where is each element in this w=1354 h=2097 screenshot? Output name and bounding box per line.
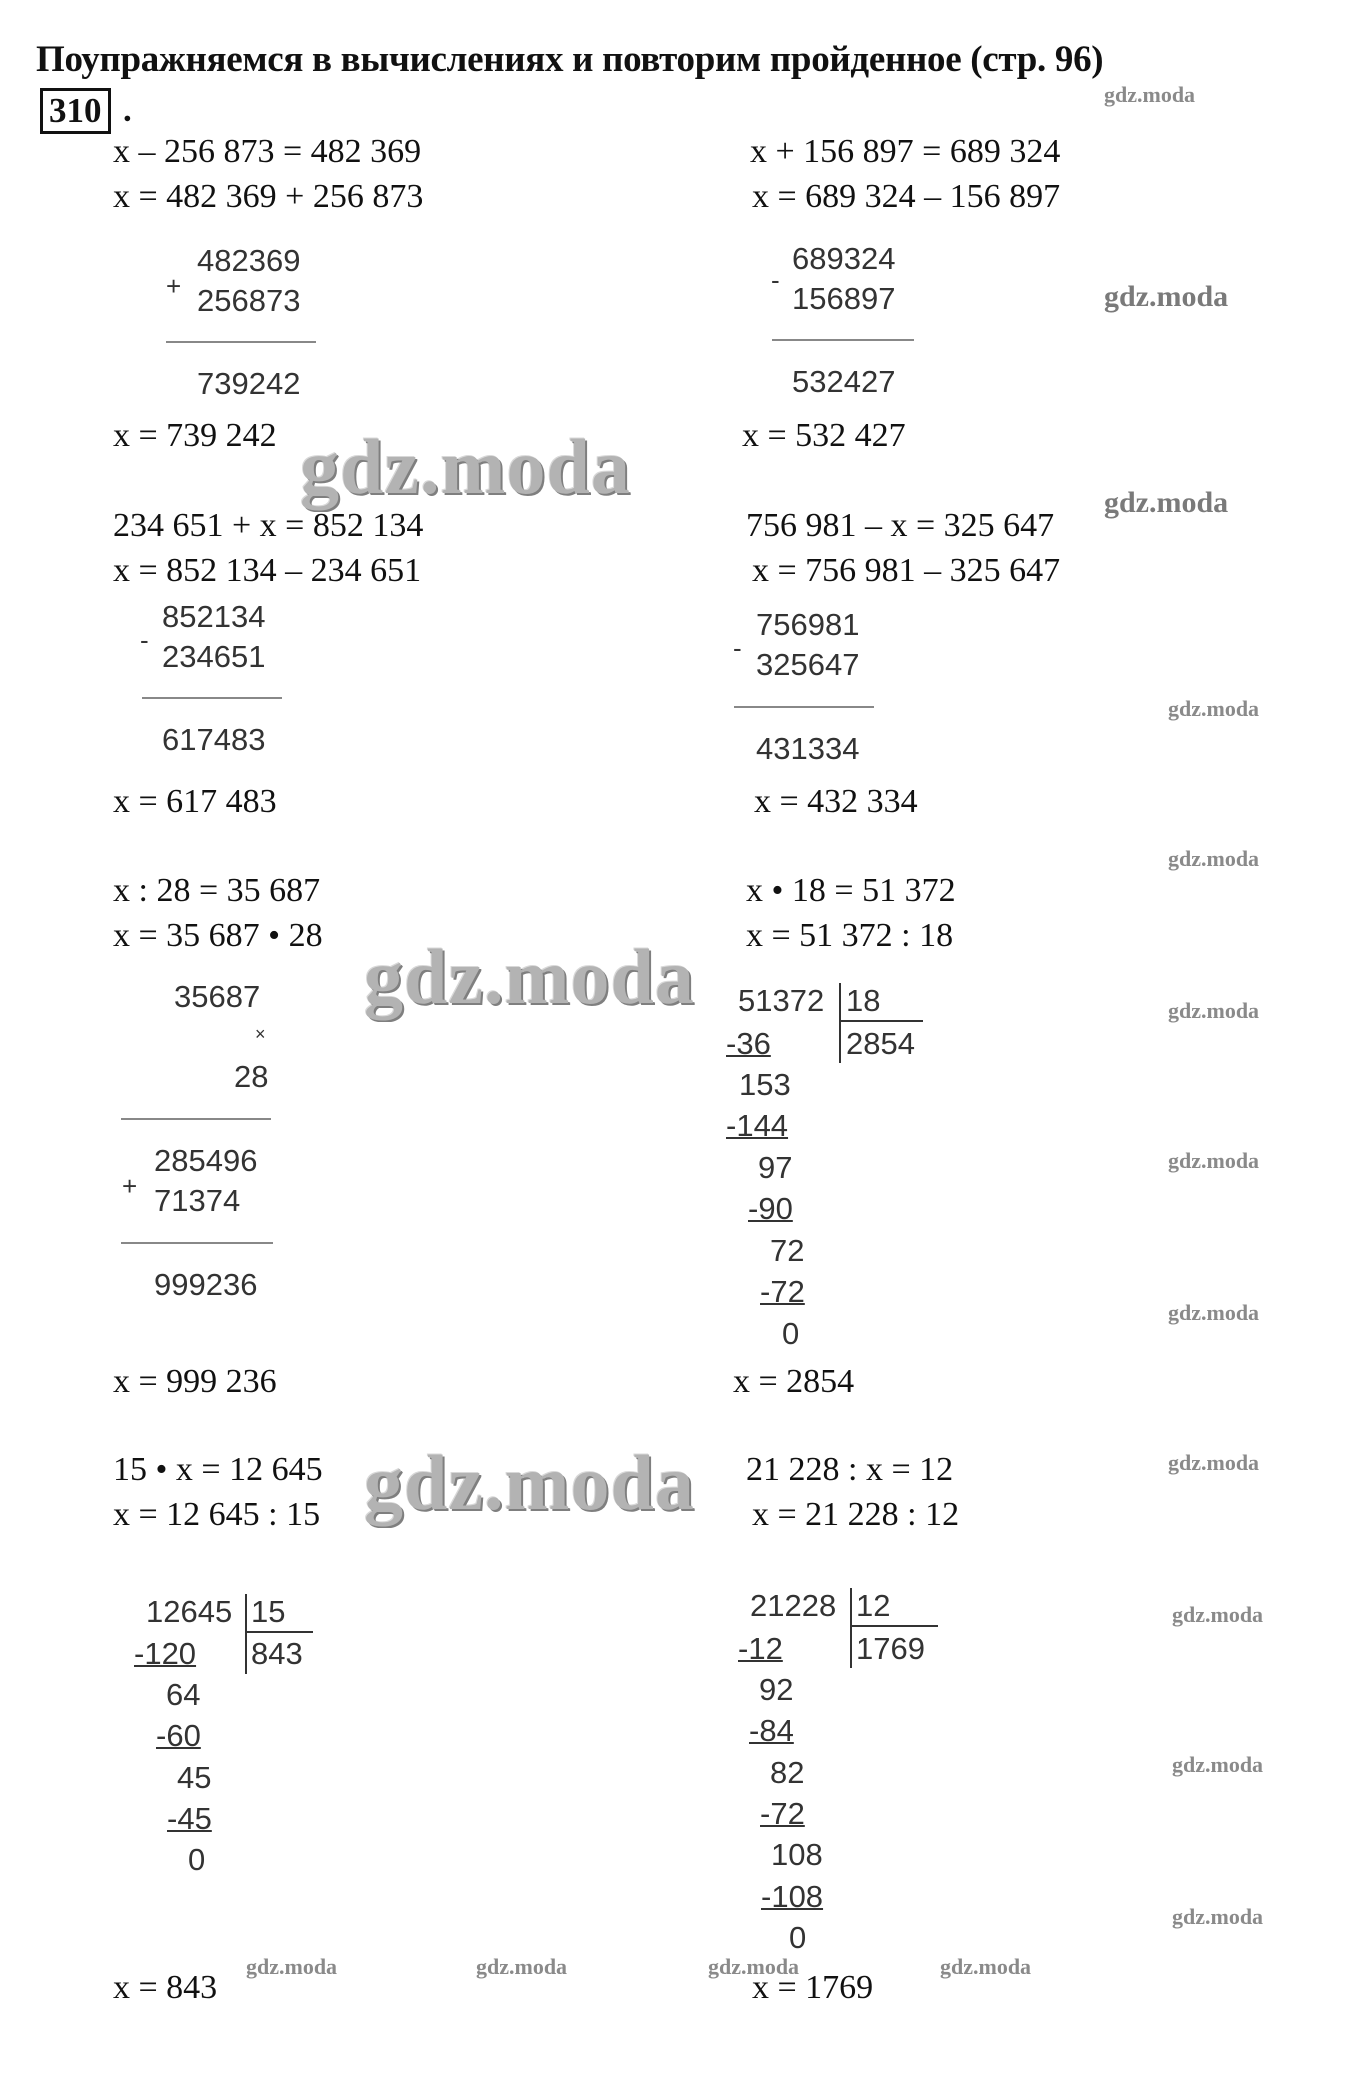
p4-result: 431334	[756, 731, 860, 766]
p8-step-1: -12	[738, 1631, 783, 1666]
exercise-number: 310	[40, 88, 111, 134]
p2-minuend: 689324	[792, 241, 896, 276]
watermark: gdz.moda	[1104, 280, 1229, 313]
p5-solution-step: x = 35 687 • 28	[113, 917, 323, 954]
p1-solution-step: x = 482 369 + 256 873	[113, 178, 424, 215]
watermark: gdz.moda	[1172, 1904, 1264, 1929]
p6-step-2: 153	[739, 1067, 791, 1102]
p5-partial-2: 71374	[154, 1183, 241, 1218]
watermark-large: gdz.moda	[300, 423, 631, 510]
p5-multiplicand: 35687	[174, 979, 261, 1014]
p6-step-7: -72	[760, 1274, 805, 1309]
p2-solution-step: x = 689 324 – 156 897	[752, 178, 1061, 215]
p8-step-3: -84	[749, 1713, 794, 1748]
p7-step-5: -45	[167, 1801, 212, 1836]
p4-sign: -	[733, 633, 742, 663]
p1-addend-a: 482369	[197, 243, 301, 278]
watermark-large: gdz.moda	[364, 1439, 695, 1526]
p8-quotient: 1769	[856, 1631, 925, 1666]
p6-solution-step: x = 51 372 : 18	[746, 917, 954, 954]
p6-divisor-line	[841, 1020, 923, 1022]
p6-divisor: 18	[846, 983, 881, 1018]
p8-step-6: 108	[771, 1837, 823, 1872]
p8-step-4: 82	[770, 1755, 805, 1790]
p8-divisor: 12	[856, 1588, 891, 1623]
p5-answer: x = 999 236	[113, 1363, 277, 1400]
p6-step-6: 72	[770, 1233, 805, 1268]
p4-minuend: 756981	[756, 607, 860, 642]
p7-divisor-line	[247, 1631, 313, 1633]
p2-equation: x + 156 897 = 689 324	[750, 133, 1061, 170]
p4-equation: 756 981 – x = 325 647	[746, 507, 1055, 544]
watermark: gdz.moda	[1168, 1300, 1260, 1325]
watermark: gdz.moda	[1168, 846, 1260, 871]
p1-answer: x = 739 242	[113, 417, 277, 454]
p3-solution-step: x = 852 134 – 234 651	[113, 552, 422, 589]
p3-minuend: 852134	[162, 599, 266, 634]
watermark: gdz.moda	[476, 1954, 568, 1979]
p7-quotient: 843	[251, 1636, 303, 1671]
p7-equation: 15 • x = 12 645	[113, 1451, 323, 1488]
p5-result: 999236	[154, 1267, 258, 1302]
p4-subtrahend: 325647	[756, 647, 860, 682]
watermark: gdz.moda	[1168, 1148, 1260, 1173]
p1-addend-b: 256873	[197, 283, 301, 318]
p6-step-1: -36	[726, 1026, 771, 1061]
watermark: gdz.moda	[708, 1954, 800, 1979]
p4-solution-step: x = 756 981 – 325 647	[752, 552, 1061, 589]
p5-multiplier: 28	[234, 1059, 269, 1094]
exercise-number-dot: .	[123, 90, 132, 129]
p8-dividend: 21228	[750, 1588, 837, 1623]
p8-equation: 21 228 : x = 12	[746, 1451, 954, 1488]
p6-equation: x • 18 = 51 372	[746, 872, 956, 909]
page-title: Поупражняемся в вычислениях и повторим пройденное (стр. 96)	[36, 39, 1104, 80]
p7-answer: x = 843	[113, 1969, 218, 2006]
p7-division-bar	[245, 1594, 247, 1674]
watermark: gdz.moda	[1168, 1450, 1260, 1475]
p5-sign: +	[122, 1171, 138, 1201]
p4-result-line	[734, 706, 874, 708]
watermark-large: gdz.moda	[364, 933, 695, 1020]
p3-subtrahend: 234651	[162, 639, 266, 674]
p6-step-8: 0	[782, 1316, 800, 1351]
p6-step-4: 97	[758, 1150, 793, 1185]
p6-division-bar	[839, 983, 841, 1063]
watermark: gdz.moda	[1172, 1602, 1264, 1627]
p8-division-bar	[850, 1588, 852, 1668]
p8-step-2: 92	[759, 1672, 794, 1707]
p3-answer: x = 617 483	[113, 783, 277, 820]
p8-step-7: -108	[761, 1879, 824, 1914]
p6-dividend: 51372	[738, 983, 825, 1018]
p1-result-line	[166, 341, 316, 343]
p3-result: 617483	[162, 722, 266, 757]
p4-answer: x = 432 334	[754, 783, 918, 820]
p1-sign: +	[166, 271, 182, 301]
watermark: gdz.moda	[1172, 1752, 1264, 1777]
p7-dividend: 12645	[146, 1594, 233, 1629]
p2-result: 532427	[792, 364, 896, 399]
p7-solution-step: x = 12 645 : 15	[113, 1496, 321, 1533]
watermark: gdz.moda	[1104, 82, 1196, 107]
p7-divisor: 15	[251, 1594, 286, 1629]
watermark: gdz.moda	[1168, 998, 1260, 1023]
p2-sign: -	[771, 265, 780, 295]
p3-sign: -	[140, 625, 149, 655]
p5-times-sign: ×	[255, 1024, 266, 1044]
p7-step-6: 0	[188, 1842, 206, 1877]
p8-divisor-line	[852, 1625, 938, 1627]
p7-step-4: 45	[177, 1760, 212, 1795]
p3-result-line	[142, 697, 282, 699]
p5-product-line-1	[121, 1118, 271, 1120]
p1-equation: x – 256 873 = 482 369	[113, 133, 422, 170]
p6-answer: x = 2854	[733, 1363, 855, 1400]
p6-step-3: -144	[726, 1108, 789, 1143]
p8-step-8: 0	[789, 1920, 807, 1955]
p2-subtrahend: 156897	[792, 281, 896, 316]
p7-step-3: -60	[156, 1718, 201, 1753]
p8-answer: x = 1769	[752, 1969, 874, 2006]
watermark: gdz.moda	[246, 1954, 338, 1979]
p2-result-line	[772, 339, 914, 341]
p1-result: 739242	[197, 366, 301, 401]
p7-step-1: -120	[134, 1636, 197, 1671]
p7-step-2: 64	[166, 1677, 201, 1712]
p8-step-5: -72	[760, 1796, 805, 1831]
watermark: gdz.moda	[1104, 486, 1229, 519]
watermark: gdz.moda	[940, 1954, 1032, 1979]
p5-partial-1: 285496	[154, 1143, 258, 1178]
p2-answer: x = 532 427	[742, 417, 906, 454]
p6-quotient: 2854	[846, 1026, 915, 1061]
p6-step-5: -90	[748, 1191, 793, 1226]
p5-product-line-2	[121, 1242, 273, 1244]
p8-solution-step: x = 21 228 : 12	[752, 1496, 960, 1533]
p5-equation: x : 28 = 35 687	[113, 872, 321, 909]
p3-equation: 234 651 + x = 852 134	[113, 507, 424, 544]
watermark: gdz.moda	[1168, 696, 1260, 721]
